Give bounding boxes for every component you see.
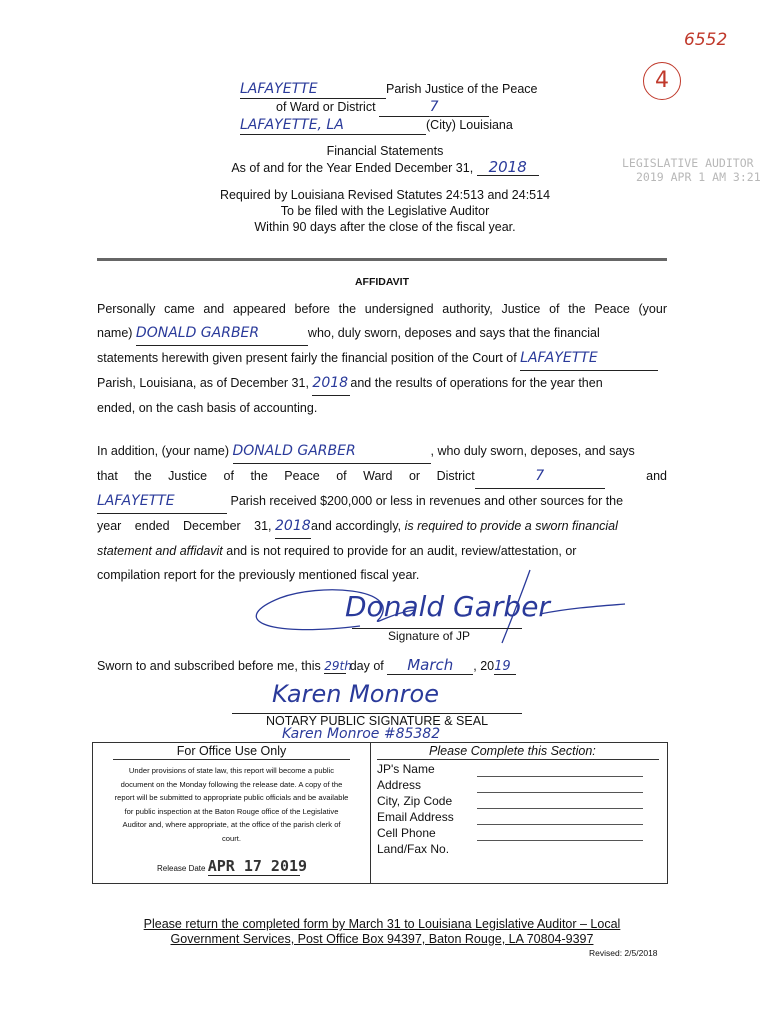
notary-label: NOTARY PUBLIC SIGNATURE & SEAL (232, 713, 522, 728)
release-date-label: Release Date (157, 864, 206, 873)
office-line-3: report will be submitted to appropriate public officials and be available (114, 793, 349, 802)
field-address-input[interactable] (477, 777, 643, 793)
office-title: For Office Use Only (113, 743, 350, 760)
jp-name-2-hand: DONALD GARBER (233, 439, 431, 464)
city-label: (City) Louisiana (426, 118, 513, 132)
complete-section (371, 743, 667, 883)
office-line-1: Under provisions of state law, this report will become a public (128, 766, 335, 775)
p1-text-g: ended, on the cash basis of accounting. (97, 401, 318, 415)
stamp-line-1: LEGISLATIVE AUDITOR (622, 156, 754, 170)
footer-line-1: Please return the completed form by March 31 to Louisiana Legislative Auditor – Local (143, 917, 621, 931)
complete-fields (371, 761, 667, 857)
notary-print-hand: Karen Monroe #85382 (282, 726, 441, 742)
field-city-zip-label: City, Zip Code (377, 794, 453, 808)
requirement-line-1: Required by Louisiana Revised Statutes 24:513 and 24:514 (219, 188, 551, 202)
notary-signature-hand: Karen Monroe (272, 680, 439, 708)
field-cell-phone-input[interactable] (477, 825, 643, 841)
release-date-row (157, 857, 308, 876)
sworn-text-c: , 20 (473, 659, 495, 673)
p2-text-e: Parish received $200,000 or less in revenues and other sources for the (230, 494, 624, 508)
divider (97, 258, 667, 261)
p1-line-1: Personally came and appeared before the undersigned authority, Justice of the Peace (your (97, 302, 667, 316)
sworn-year-hand: 19 (494, 659, 516, 675)
affidavit-paragraph-1 (97, 297, 667, 420)
sworn-line (97, 656, 516, 675)
jp-signature-hand: Donald Garber (345, 590, 550, 623)
p2-ward-hand: 7 (475, 464, 605, 489)
office-line-5: Auditor and, where appropriate, at the office of the parish clerk of (122, 820, 341, 829)
field-address-label: Address (377, 778, 422, 792)
sworn-text-b: day of (349, 659, 384, 673)
court-parish-hand: LAFAYETTE (520, 346, 658, 371)
p2-text-k: compilation report for the previously mentioned fiscal year. (97, 568, 420, 582)
field-email-input[interactable] (477, 809, 643, 825)
field-jp-name-label: JP's Name (377, 762, 435, 776)
footer-line-2: Government Services, Post Office Box 94397, Baton Rouge, LA 70804-9397 (170, 932, 594, 946)
office-section (92, 742, 668, 884)
field-jp-name-input[interactable] (477, 761, 643, 777)
p2-text-f: year ended December 31, (97, 519, 272, 533)
field-email-label: Email Address (377, 810, 454, 824)
city-hand: LAFAYETTE, LA (240, 117, 426, 135)
office-line-6: court. (222, 833, 241, 843)
fs-line: As of and for the Year Ended December 31, (231, 161, 474, 175)
sworn-month-hand: March (387, 656, 473, 675)
p1-text-e: Parish, Louisiana, as of December 31, (97, 376, 309, 390)
p2-parish-hand: LAFAYETTE (97, 489, 227, 514)
p2-text-g: and accordingly, (311, 519, 402, 533)
field-city-zip-input[interactable] (477, 793, 643, 809)
p2-text-i: statement and affidavit (97, 544, 223, 558)
stamp-line-2: 2019 APR 1 AM 3:21 (636, 170, 761, 184)
field-fax-input[interactable] (477, 841, 643, 857)
office-use-column (93, 743, 371, 883)
header-block (240, 81, 537, 135)
p2-year-hand: 2018 (275, 514, 311, 539)
complete-title: Please Complete this Section: (377, 743, 659, 760)
p1-text-f: and the results of operations for the year then (350, 376, 603, 390)
circled-number: 4 (643, 62, 681, 100)
p1-name-label: name) (97, 326, 133, 340)
ward-label: of Ward or District (276, 100, 376, 114)
return-instructions (97, 917, 667, 947)
p2-text-b: , who duly sworn, deposes, and says (430, 444, 635, 458)
office-line-4: for public inspection at the Baton Rouge office of the Legislative (124, 806, 339, 816)
p2-text-d: and (646, 469, 667, 483)
revised-date: Revised: 2/5/2018 (589, 948, 658, 958)
jp-signature-label: Signature of JP (352, 628, 522, 643)
jp-name-hand: DONALD GARBER (136, 321, 308, 346)
ward-hand: 7 (379, 99, 489, 117)
affidavit-paragraph-2 (97, 439, 667, 587)
requirement-line-3: Within 90 days after the close of the fiscal year. (254, 220, 516, 234)
fs-title: Financial Statements (326, 144, 444, 158)
file-number: 6552 (684, 30, 728, 50)
received-stamp (622, 156, 761, 184)
p2-text-h: is required to provide a sworn financial (404, 519, 618, 533)
parish-name-hand: LAFAYETTE (240, 81, 386, 99)
office-line-2: document on the Monday following the release date. A copy of the (120, 779, 343, 789)
p1-text-c: who, duly sworn, deposes and says that the financial (307, 326, 600, 340)
p1-text-d: statements herewith given present fairly the financial position of the Court of (97, 351, 517, 365)
sworn-text-a: Sworn to and subscribed before me, this (97, 659, 321, 673)
p2-text-j: and is not required to provide for an audit, review/attestation, or (226, 544, 577, 558)
office-text (93, 764, 370, 845)
parish-label: Parish Justice of the Peace (386, 82, 538, 96)
field-cell-phone-label: Cell Phone (377, 826, 436, 840)
requirement-block (170, 187, 600, 235)
requirement-line-2: To be filed with the Legislative Auditor (280, 204, 490, 218)
p1-year-hand: 2018 (312, 371, 350, 396)
sworn-day-hand: 29th (324, 659, 352, 673)
release-date-stamp: APR 17 2019 (207, 857, 308, 875)
p2-text-a: In addition, (your name) (97, 444, 230, 458)
fs-title-block (170, 143, 600, 176)
p2-text-c: that the Justice of the Peace of Ward or District (97, 469, 475, 483)
field-fax-label: Land/Fax No. (377, 842, 450, 856)
affidavit-title: AFFIDAVIT (354, 276, 410, 288)
fs-year-hand: 2018 (477, 159, 539, 176)
